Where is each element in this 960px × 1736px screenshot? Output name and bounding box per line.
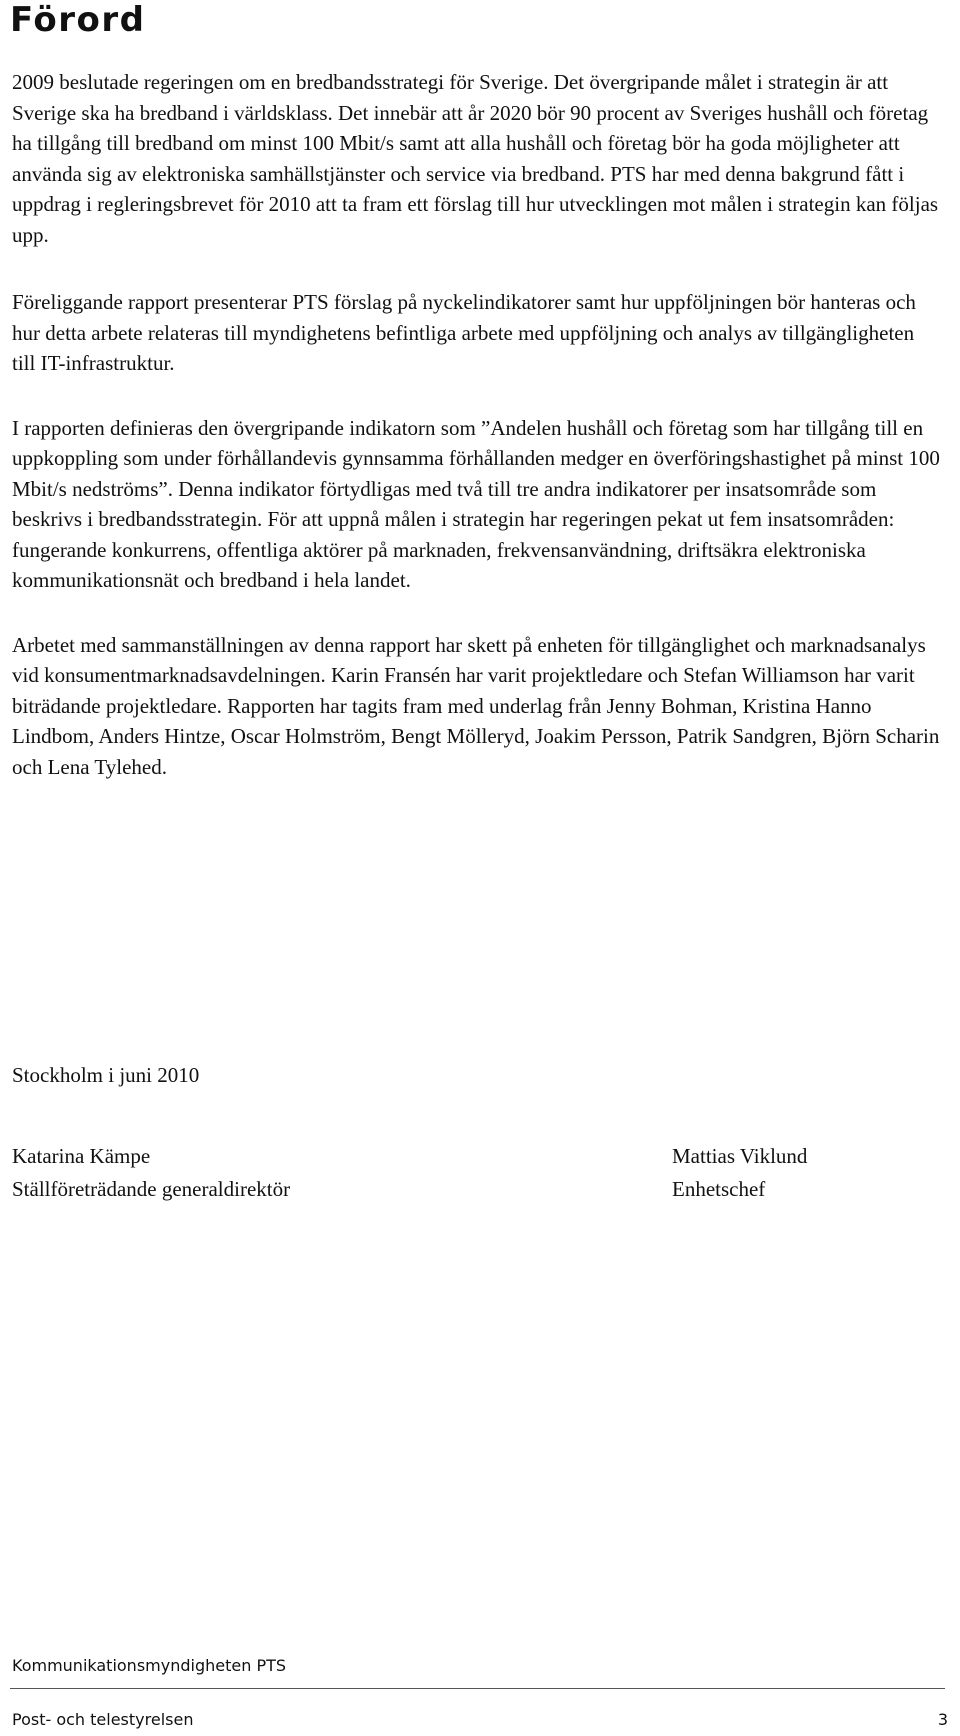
signatory-role: Ställföreträdande generaldirektör bbox=[12, 1177, 291, 1201]
place-date: Stockholm i juni 2010 bbox=[12, 1063, 200, 1087]
signatory-role: Enhetschef bbox=[672, 1177, 766, 1201]
signature-block-left bbox=[12, 1140, 290, 1206]
footer-agency: Post- och telestyrelsen bbox=[12, 1710, 194, 1729]
paragraph-report: Föreliggande rapport presenterar PTS förslag på nyckelindikatorer samt hur uppföljningen bör hanteras och hur detta arbete relateras till myndighetens befintliga arbete med uppföljning och analys av tillgängligheten till IT-infrastruktur. bbox=[12, 290, 916, 375]
signatory-name: Katarina Kämpe bbox=[12, 1144, 151, 1168]
page-number: 3 bbox=[937, 1710, 948, 1729]
footer-divider bbox=[10, 1688, 945, 1689]
footer-organization: Kommunikationsmyndigheten PTS bbox=[12, 1656, 287, 1675]
paragraph-credits: Arbetet med sammanställningen av denna rapport har skett på enheten för tillgänglighet och marknadsanalys vid konsumentmarknadsavdelningen. Karin Fransén har varit projektledare och Stefan Williamson har varit biträdande projektledare. Rapporten har tagits fram med underlag från Jenny Bohman, Kristina Hanno Lindbom, Anders Hintze, Oscar Holmström, Bengt Mölleryd, Joakim Persson, Patrik Sandgren, Björn Scharin och Lena Tylehed. bbox=[12, 632, 940, 779]
signature-block-right bbox=[672, 1140, 807, 1206]
paragraph-strategy: 2009 beslutade regeringen om en bredbandsstrategi för Sverige. Det övergripande målet i strategin är att Sverige ska ha bredband i världsklass. Det innebär att år 2020 bör 90 procent av Sveriges hushåll och företag ha tillgång till bredband om minst 100 Mbit/s samt att alla hushåll och företag bör ha goda möjligheter att använda sig av elektroniska samhällstjänster och service via bredband. PTS har med denna bakgrund fått i uppdrag i regleringsbrevet för 2010 att ta fram ett förslag till hur utvecklingen mot målen i strategin kan följas upp. bbox=[12, 70, 939, 247]
signatory-name: Mattias Viklund bbox=[672, 1144, 808, 1168]
page-title: Förord bbox=[10, 0, 146, 40]
paragraph-indicator: I rapporten definieras den övergripande indikatorn som ”Andelen hushåll och företag som har tillgång till en uppkoppling som under förhållandevis gynnsamma förhållanden medger en överföringshastighet på minst 100 Mbit/s nedströms”. Denna indikator förtydligas med två till tre andra indikatorer per insatsområde som beskrivs i bredbandsstrategin. För att uppnå målen i strategin har regeringen pekat ut fem insatsområden: fungerande konkurrens, offentliga aktörer på marknaden, frekvensanvändning, driftsäkra elektroniska kommunikationsnät och bredband i hela landet. bbox=[12, 415, 940, 592]
foreword-body bbox=[12, 67, 942, 816]
